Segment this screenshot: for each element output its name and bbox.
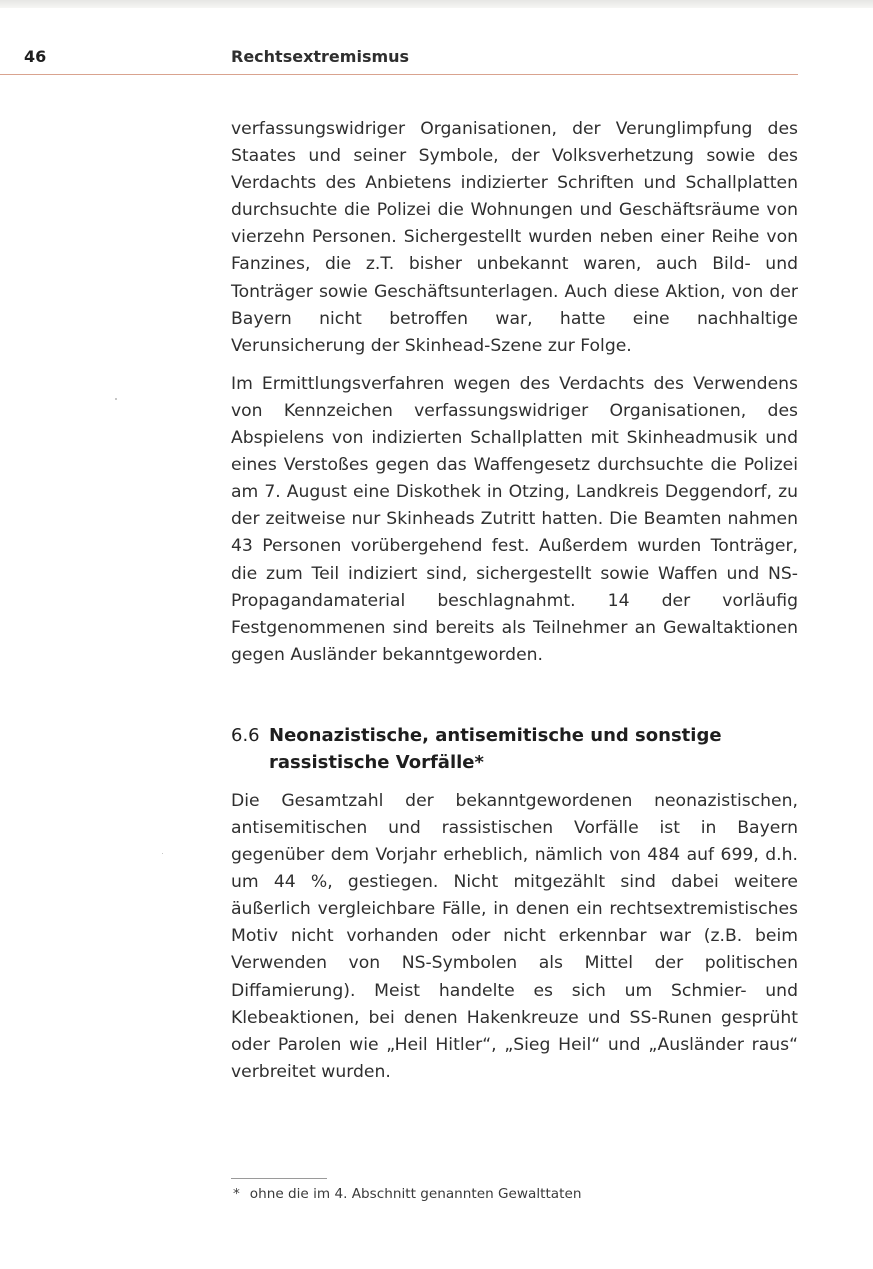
page-number: 46: [24, 47, 47, 66]
scan-top-band: [0, 0, 873, 8]
footnote-marker: *: [233, 1186, 240, 1202]
body-paragraph: Die Gesamtzahl der bekanntgewordenen neonazistischen, antisemitischen und rassistischen Vorfälle ist in Bayern gegenüber dem Vorjahr erheblich, nämlich von 484 auf 699, d.h. um 44 %, gestiegen. Nicht mitgezählt sind dabei weitere äußerlich vergleichbare Fälle, in denen ein rechtsextremistisches Motiv nicht vorhanden oder nicht erkennbar war (z.B. beim Verwenden von NS-Symbolen als Mittel der politischen Diffamierung). Meist handelte es sich um Schmier- und Klebeaktionen, bei denen Hakenkreuze und SS-Runen gesprüht oder Parolen wie „Heil Hitler“, „Sieg Heil“ und „Ausländer raus“ verbreitet wurden.: [231, 790, 798, 1082]
footnote-rule: [231, 1178, 327, 1179]
main-text: [231, 116, 798, 1086]
body-paragraph: Im Ermittlungsverfahren wegen des Verdachts des Verwendens von Kennzeichen verfassungswidriger Organisationen, des Abspielens von indizierten Schallplatten mit Skinheadmusik und eines Verstoßes gegen das Waffengesetz durchsuchte die Polizei am 7. August eine Diskothek in Otzing, Landkreis Deggendorf, zu der zeitweise nur Skinheads Zutritt hatten. Die Beamten nahmen 43 Personen vorübergehend fest. Außerdem wurden Tonträger, die zum Teil indiziert sind, sichergestellt sowie Waffen und NS-Propagandamaterial beschlagnahmt. 14 der vorläufig Festgenommenen sind bereits als Teilnehmer an Gewaltaktionen gegen Ausländer bekanntgeworden.: [231, 373, 798, 665]
body-paragraph: verfassungswidriger Organisationen, der Verunglimpfung des Staates und seiner Symbole, der Volksverhetzung sowie des Verdachts des Anbietens indizierter Schriften und Schallplatten durchsuchte die Polizei die Wohnungen und Geschäftsräume von vierzehn Personen. Sichergestellt wurden neben einer Reihe von Fanzines, die z.T. bisher unbekannt waren, auch Bild- und Tonträger sowie Geschäftsunterlagen. Auch diese Aktion, von der Bayern nicht betroffen war, hatte eine nachhaltige Verunsicherung der Skinhead-Szene zur Folge.: [231, 119, 798, 356]
header-rule: [0, 74, 798, 75]
footnote-text: ohne die im 4. Abschnitt genannten Gewalttaten: [249, 1186, 582, 1202]
footnote: [233, 1186, 581, 1202]
scan-speck: [162, 853, 163, 854]
running-head: Rechtsextremismus: [231, 47, 410, 66]
section-heading: [231, 722, 798, 776]
scan-speck: [115, 398, 117, 400]
section-number: 6.6: [231, 724, 260, 746]
section-title: Neonazistische, antisemitische und sonstige rassistische Vorfälle*: [269, 724, 722, 773]
